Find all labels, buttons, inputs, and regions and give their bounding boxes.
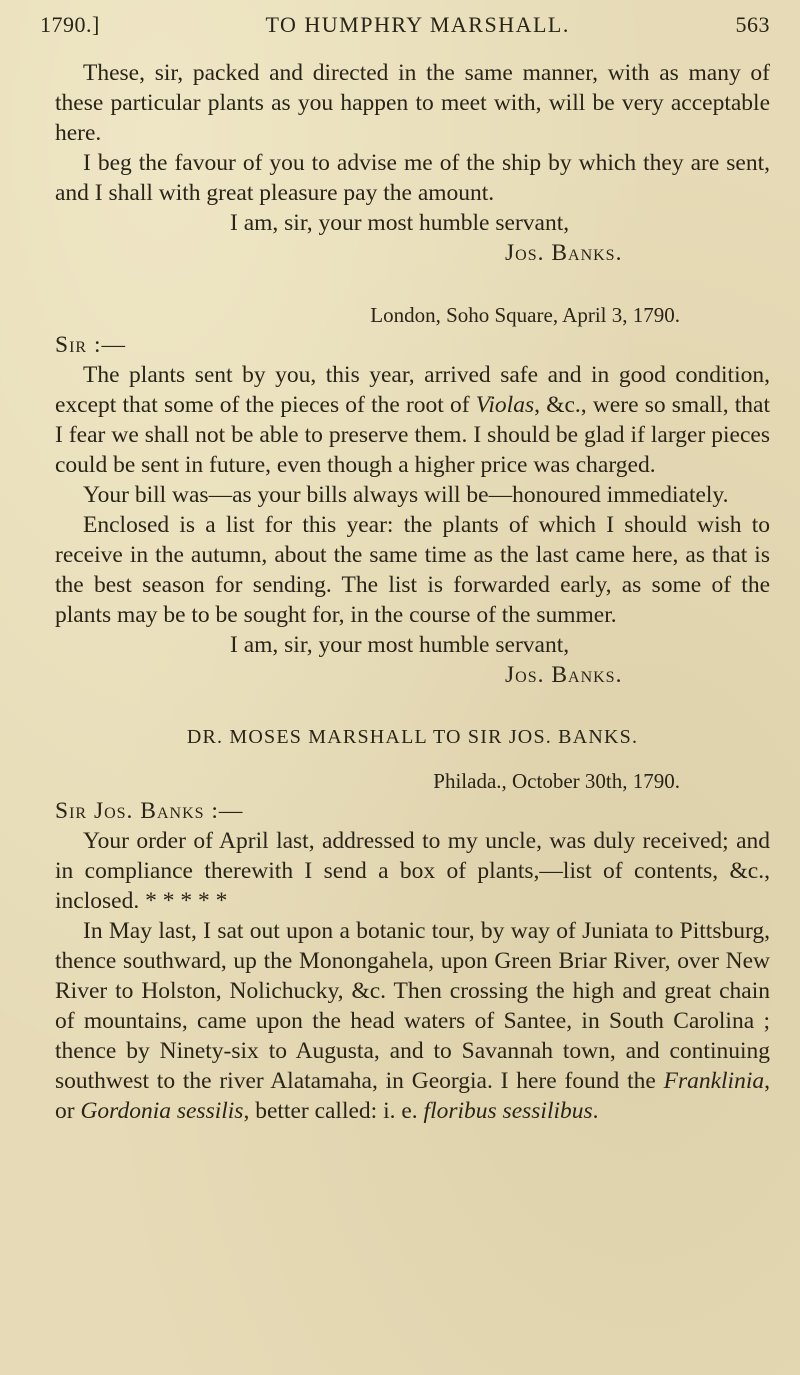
paragraph	[55, 916, 770, 1126]
text-run: , or	[55, 1068, 770, 1124]
running-header	[40, 12, 770, 38]
letter-heading: DR. MOSES MARSHALL TO SIR JOS. BANKS.	[186, 726, 639, 748]
salutation: Sir Jos. Banks :—	[55, 798, 244, 824]
signature: Jos. Banks.	[505, 662, 623, 688]
paragraph: Your order of April last, addressed to my uncle, was duly received; and in compliance therewith I send a box of plants,—list of contents, &c., inclosed. * * * * *	[55, 828, 770, 914]
page-body	[55, 58, 770, 1126]
paragraph	[55, 360, 770, 480]
italic-text: floribus sessilibus	[423, 1098, 593, 1124]
paragraph: I beg the favour of you to advise me of the ship by which they are sent, and I shall with great pleasure pay the amount.	[55, 150, 770, 206]
dateline: Philada., October 30th, 1790.	[433, 769, 680, 793]
paragraph: Enclosed is a list for this year: the plants of which I should wish to receive in the autumn, about the same time as the last came here, as that is the best season for sending. The list is forwarded early, as some of the plants may be to be sought for, in the course of the summer.	[55, 512, 770, 628]
text-run: .	[592, 1098, 599, 1124]
salutation: Sir :—	[55, 332, 126, 358]
header-title: TO HUMPHRY MARSHALL.	[265, 12, 570, 37]
letter-closing: I am, sir, your most humble servant,	[230, 210, 570, 236]
text-run: The plants sent by you, this year, arrived safe and in good condition, except that some of the pieces of the root of	[55, 362, 770, 418]
paragraph: These, sir, packed and directed in the same manner, with as many of these particular plants as you happen to meet with, will be very acceptable here.	[55, 60, 770, 146]
text-run: , &c., were so small, that I fear we shall not be able to preserve them. I should be glad if larger pieces could be sent in future, even though a higher price was charged.	[55, 392, 770, 478]
text-run: In May last, I sat out upon a botanic tour, by way of Juniata to Pittsburg, thence southward, up the Monongahela, upon Green Briar River, over New River to Holston, Nolichucky, &c. Then crossing the high and great chain of mountains, came upon the head waters of Santee, in South Carolina ; thence by Ninety-six to Augusta, and to Savannah town, and continuing southwest to the river Alatamaha, in Georgia. I here found the	[55, 918, 770, 1094]
dateline: London, Soho Square, April 3, 1790.	[370, 303, 680, 327]
signature: Jos. Banks.	[505, 240, 623, 266]
paragraph: Your bill was—as your bills always will be—honoured immediately.	[83, 482, 729, 508]
italic-text: Violas	[475, 392, 535, 418]
letter-closing: I am, sir, your most humble servant,	[230, 632, 570, 658]
italic-text: Franklinia	[663, 1068, 765, 1094]
header-year: 1790.]	[40, 12, 100, 37]
italic-text: Gordonia sessilis	[80, 1098, 244, 1124]
text-run: , better called: i. e.	[243, 1098, 424, 1124]
page-number: 563	[735, 12, 770, 37]
